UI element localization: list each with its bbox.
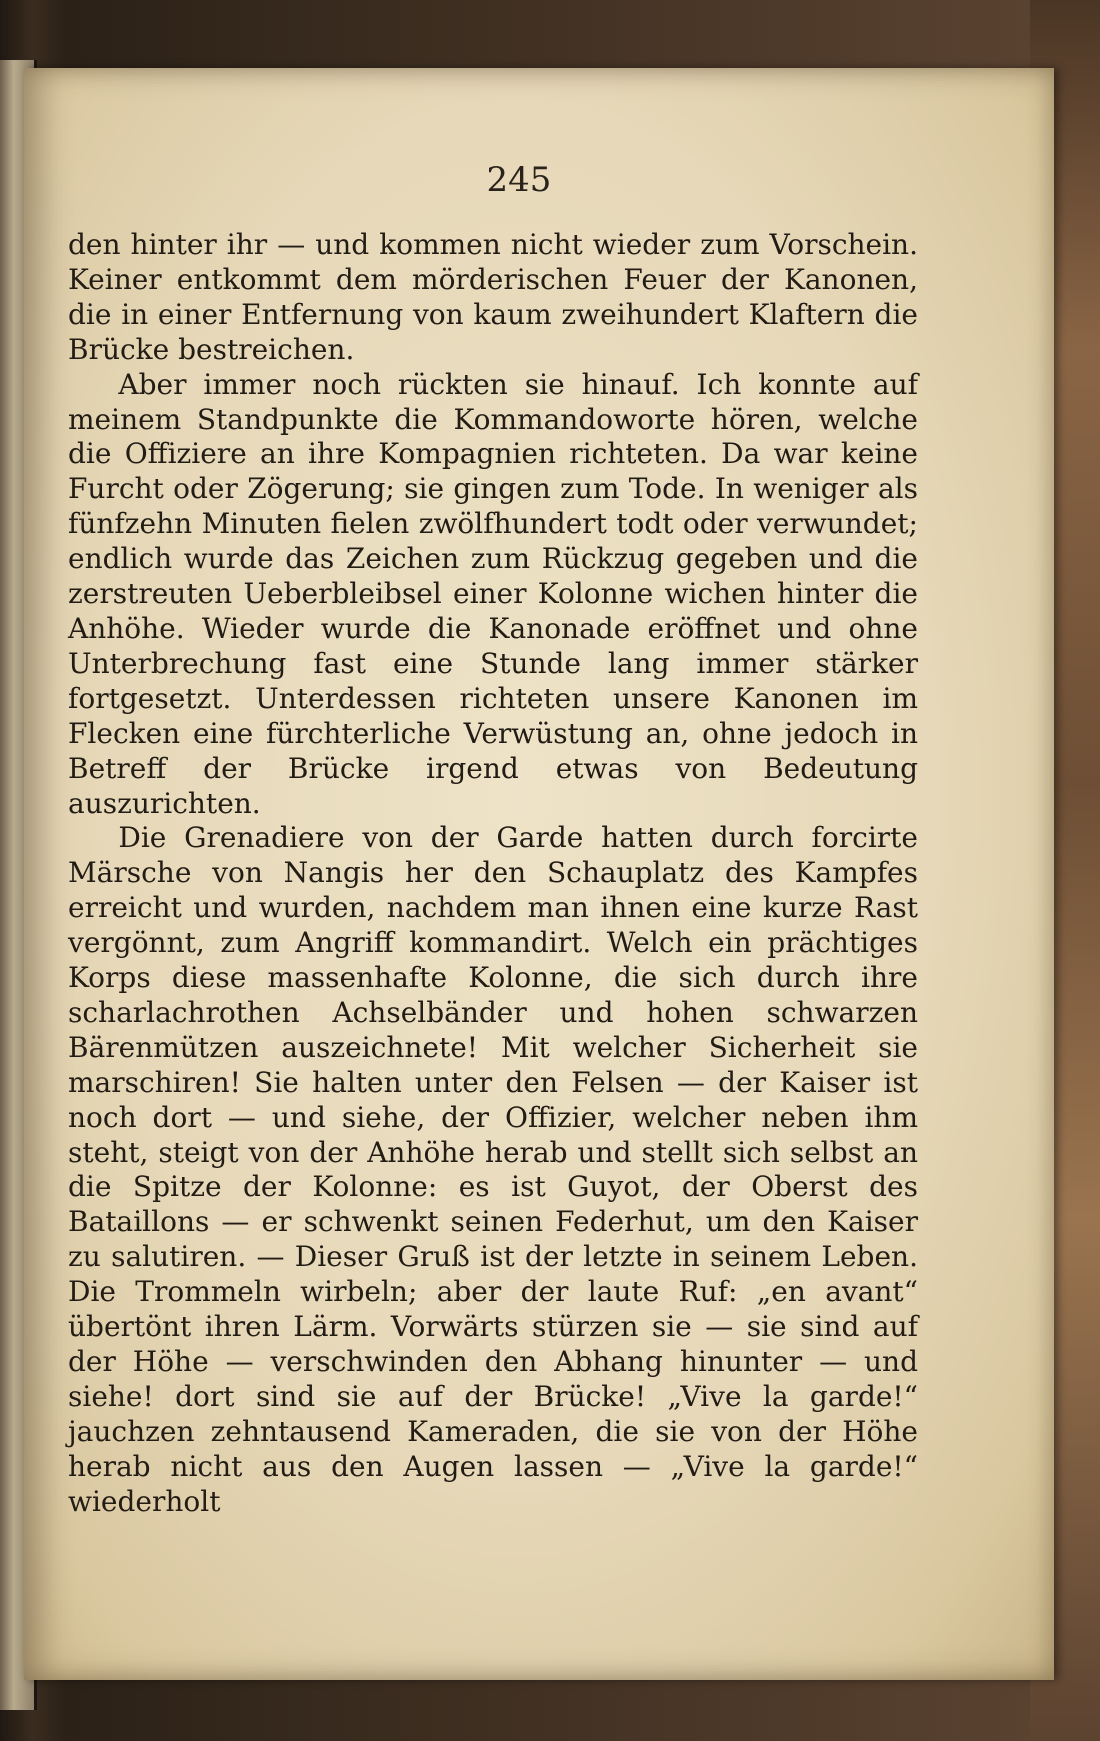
paragraph-2: Aber immer noch rückten sie hinauf. Ich konnte auf meinem Standpunkte die Kommandoworte hören, welche die Offiziere an ihre Kompagnien richteten. Da war keine Furcht oder Zögerung; sie gingen zum Tode. In weniger als fünfzehn Minuten fielen zwölfhundert todt oder verwundet; endlich wurde das Zeichen zum Rückzug gegeben und die zerstreuten Ueberbleibsel einer Kolonne wichen hinter die Anhöhe. Wieder wurde die Kanonade eröffnet und ohne Unterbrechung fast eine Stunde lang immer stärker fortgesetzt. Unterdessen richteten unsere Kanonen im Flecken eine fürchterliche Verwüstung an, ohne jedoch in Betreff der Brücke irgend etwas von Bedeutung auszurichten. [68,367,918,820]
book-page [24,68,1054,1680]
body-text [68,228,918,1520]
paragraph-1: den hinter ihr — und kommen nicht wieder zum Vorschein. Keiner entkommt dem mörderischen Feuer der Kanonen, die in einer Entfernung von kaum zweihundert Klaftern die Brücke bestreichen. [68,228,918,366]
page-number: 245 [486,160,552,200]
paragraph-3: Die Grenadiere von der Garde hatten durch forcirte Märsche von Nangis her den Schauplatz des Kampfes erreicht und wurden, nachdem man ihnen eine kurze Rast vergönnt, zum Angriff kommandirt. Welch ein prächtiges Korps diese massenhafte Kolonne, die sich durch ihre scharlachrothen Achselbänder und hohen schwarzen Bärenmützen auszeichnete! Mit welcher Sicherheit sie marschiren! Sie halten unter den Felsen — der Kaiser ist noch dort — und siehe, der Offizier, welcher neben ihm steht, steigt von der Anhöhe herab und stellt sich selbst an die Spitze der Kolonne: es ist Guyot, der Oberst des Bataillons — er schwenkt seinen Federhut, um den Kaiser zu salutiren. — Dieser Gruß ist der letzte in seinem Leben. Die Trommeln wirbeln; aber der laute Ruf: „en avant“ übertönt ihren Lärm. Vorwärts stürzen sie — sie sind auf der Höhe — verschwinden den Abhang hinunter — und siehe! dort sind sie auf der Brücke! „Vive la garde!“ jauchzen zehntausend Kameraden, die sie von der Höhe herab nicht aus den Augen lassen — „Vive la garde!“ wiederholt [68,821,918,1518]
